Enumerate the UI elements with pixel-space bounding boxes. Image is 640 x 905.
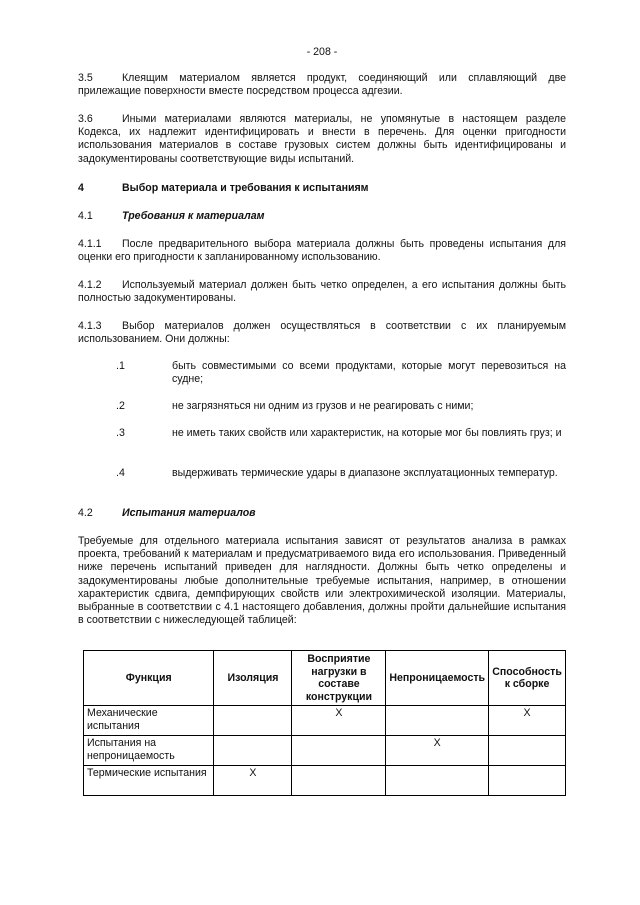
- list-item-text: не загрязняться ни одним из грузов и не реагировать с ними;: [172, 400, 474, 412]
- table-cell: Термические испытания: [84, 766, 214, 796]
- section-heading-4-1: [78, 210, 566, 223]
- table-cell: [489, 766, 566, 796]
- table-cell: [214, 706, 292, 736]
- paragraph-text: Требуемые для отдельного материала испытания зависят от результатов анализа в рамках проекта, требований к материалам и предусматриваемого вида его использования. Приведенный ниже перечень испытаний приведен для наглядности. Должны быть четко определены и задокументированы любые дополнительные требуемые испытания, например, в отношении характеристик сдвига, демпфирующих свойств или электрохимической изоляции. Материалы, выбранные в соответствии с 4.1 настоящего добавления, должны пройти дальнейшие испытания в соответствии с нижеследующей таблицей:: [78, 535, 566, 627]
- table-row: [84, 706, 566, 736]
- table-cell: Испытания на непроницаемость: [84, 736, 214, 766]
- list-item-text: выдерживать термические удары в диапазоне эксплуатационных температур.: [172, 467, 558, 479]
- table-header-cell: Функция: [84, 651, 214, 706]
- list-item-number: .4: [116, 467, 125, 479]
- table-cell: [386, 766, 489, 796]
- table-cell: [489, 736, 566, 766]
- table-row: [84, 736, 566, 766]
- paragraph-text: Выбор материалов должен осуществляться в соответствии с их планируемым использованием. Они должны:: [78, 320, 566, 346]
- table-header-row: [84, 651, 566, 706]
- paragraph-text: После предварительного выбора материала должны быть проведены испытания для оценки его пригодности к запланированному использованию.: [78, 238, 566, 264]
- list-item-number: .1: [116, 360, 125, 372]
- paragraph-4-1-2: [78, 279, 566, 305]
- list-item-number: .3: [116, 427, 125, 439]
- table-cell: [292, 766, 386, 796]
- table-cell: [292, 736, 386, 766]
- paragraph-number: 4.1.1: [78, 238, 102, 250]
- paragraph-4-2: [78, 535, 566, 627]
- table-header-cell: Восприятие нагрузки в составе конструкции: [292, 651, 386, 706]
- table-header-cell: Изоляция: [214, 651, 292, 706]
- section-title: Требования к материалам: [122, 210, 265, 222]
- section-heading-4-2: [78, 507, 566, 520]
- paragraph-number: 3.5: [78, 72, 93, 84]
- table-cell: [386, 706, 489, 736]
- paragraph-number: 3.6: [78, 113, 93, 125]
- section-number: 4: [78, 182, 84, 194]
- table-cell: Механические испытания: [84, 706, 214, 736]
- paragraph-4-1-3: [78, 320, 566, 346]
- paragraph-3-5: [78, 72, 566, 98]
- list-item-text: быть совместимыми со всеми продуктами, которые могут перевозиться на судне;: [172, 360, 566, 386]
- paragraph-3-6: [78, 113, 566, 166]
- table-cell: X: [292, 706, 386, 736]
- paragraph-number: 4.1.3: [78, 320, 102, 332]
- section-number: 4.1: [78, 210, 93, 222]
- paragraph-number: 4.1.2: [78, 279, 102, 291]
- paragraph-4-1-1: [78, 238, 566, 264]
- table-cell: [214, 736, 292, 766]
- section-heading-4: [78, 182, 566, 195]
- table-header-cell: Способность к сборке: [489, 651, 566, 706]
- paragraph-text: Используемый материал должен быть четко определен, а его испытания должны быть полностью задокументированы.: [78, 279, 566, 305]
- paragraph-text: Иными материалами являются материалы, не упомянутые в настоящем разделе Кодекса, их надлежит идентифицировать и внести в перечень. Для оценки пригодности использования материалов в составе грузовых систем должны быть идентифицированы и задокументированы соответствующие виды испытаний.: [78, 113, 566, 165]
- section-number: 4.2: [78, 507, 93, 519]
- tests-table: [83, 650, 566, 796]
- table-cell: X: [386, 736, 489, 766]
- section-title: Выбор материала и требования к испытаниям: [122, 182, 369, 194]
- list-item-text: не иметь таких свойств или характеристик, на которые мог бы повлиять груз; и: [172, 427, 562, 439]
- section-title: Испытания материалов: [122, 507, 256, 519]
- list-item-number: .2: [116, 400, 125, 412]
- table-cell: X: [489, 706, 566, 736]
- table-row: [84, 766, 566, 796]
- table-header-cell: Непроницаемость: [386, 651, 489, 706]
- page-number: - 208 -: [306, 46, 338, 58]
- paragraph-text: Клеящим материалом является продукт, соединяющий или сплавляющий две прилежащие поверхности вместе посредством процесса адгезии.: [78, 72, 566, 98]
- table-cell: X: [214, 766, 292, 796]
